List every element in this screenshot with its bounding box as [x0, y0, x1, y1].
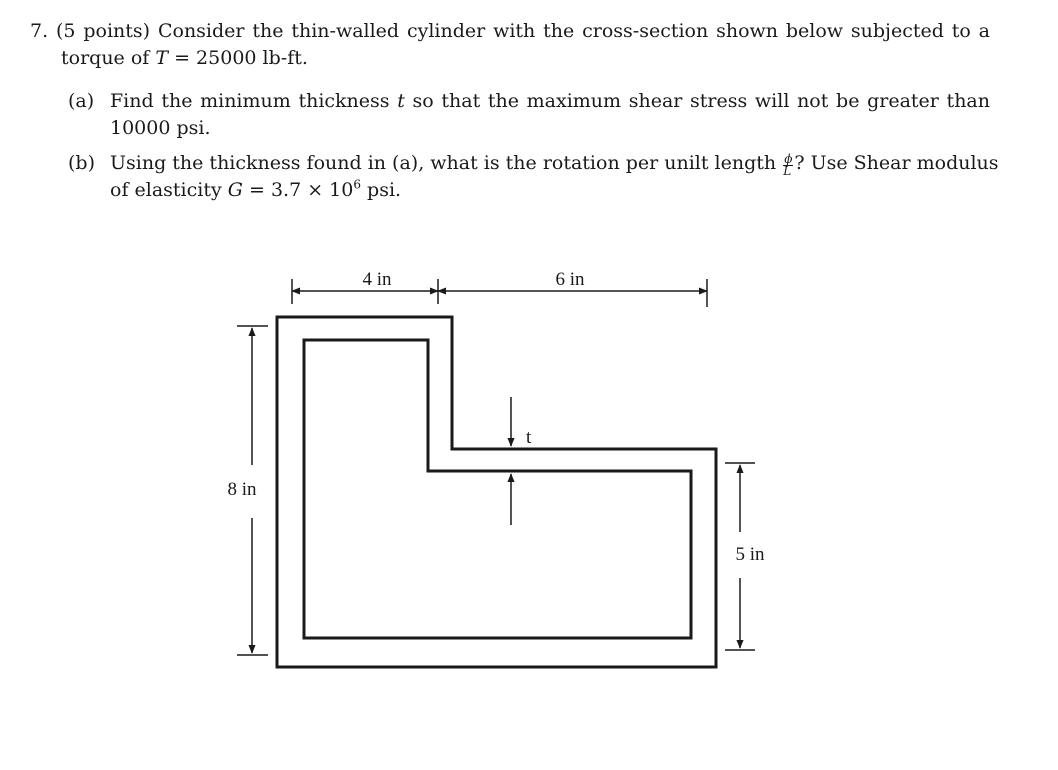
- part-a-line-2: 10000 psi.: [110, 117, 211, 139]
- modulus-value: = 3.7 × 10: [249, 179, 354, 201]
- thickness-label-t: t: [526, 427, 532, 448]
- part-a-label: (a): [68, 90, 95, 112]
- thickness-variable: t: [397, 90, 405, 112]
- torque-variable: T: [155, 47, 169, 69]
- dim-label-4in: 4 in: [362, 269, 392, 290]
- problem-number: 7.: [30, 20, 49, 42]
- part-a-text-2: so that the maximum shear stress will not be greater than: [412, 90, 990, 112]
- dim-label-6in: 6 in: [555, 269, 585, 290]
- dim-label-5in: 5 in: [735, 544, 765, 565]
- part-b-text-1: Using the thickness found in (a), what is the rotation per unilt length: [110, 152, 777, 174]
- modulus-variable: G: [227, 179, 243, 201]
- modulus-exponent: 6: [353, 177, 361, 192]
- torque-value: = 25000 lb-ft.: [174, 47, 308, 69]
- problem-points: (5 points): [56, 20, 151, 42]
- problem-statement: Consider the thin-walled cylinder with the cross-section shown below subjected to a: [157, 20, 991, 42]
- modulus-prefix: of elasticity: [110, 179, 222, 201]
- part-a-text-1: Find the minimum thickness: [110, 90, 390, 112]
- top-dimension: [292, 279, 707, 307]
- torque-prefix: torque of: [61, 47, 150, 69]
- modulus-unit: psi.: [367, 179, 402, 201]
- dim-label-8in: 8 in: [227, 479, 257, 500]
- inner-outline: [304, 340, 691, 638]
- outer-outline: [277, 317, 716, 667]
- fraction-numerator: ϕ: [784, 152, 793, 166]
- part-b-label: (b): [68, 152, 95, 174]
- fraction-denominator: L: [783, 164, 792, 178]
- part-b-text-2: ? Use Shear modulus: [794, 152, 999, 174]
